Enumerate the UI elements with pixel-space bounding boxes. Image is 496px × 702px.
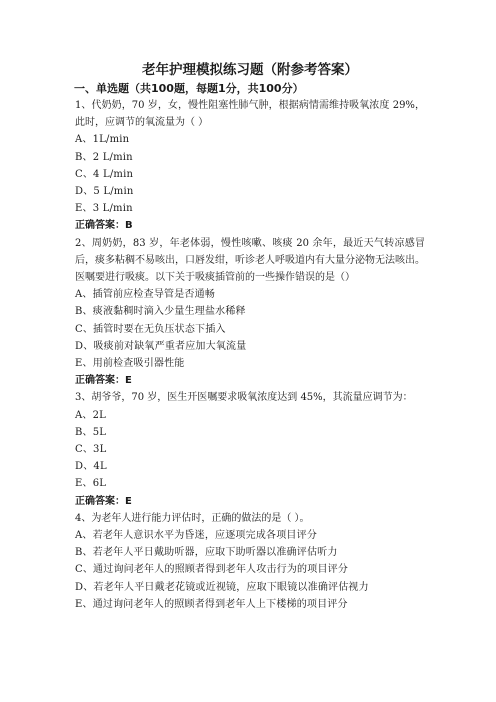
option-a: A、若老年人意识水平为昏迷，应逐项完成各项目评分	[75, 530, 318, 542]
correct-answer: 正确答案：E	[75, 375, 132, 387]
option-a: A、1L/min	[75, 134, 130, 146]
option-b: B、5L	[75, 426, 107, 438]
option-a: A、插管前应检查导管是否通畅	[75, 289, 216, 301]
question-4	[75, 510, 425, 613]
option-b: B、若老年人平日戴助听器，应取下助听器以准确评估听力	[75, 547, 338, 559]
question-3	[75, 389, 425, 509]
correct-answer: 正确答案：B	[75, 220, 133, 232]
question-stem: 2、周奶奶，83 岁，年老体弱，慢性咳嗽、咳痰 20 余年，最近天气转凉感冒后，痰多粘稠不易咳出，口唇发绀，听诊老人呼吸道内有大量分泌物无法咳出。医嘱要进行吸痰。以下关于吸痰插管前的一些操作错误的是（）	[75, 237, 425, 284]
option-d: D、若老年人平日戴老花镜或近视镜，应取下眼镜以准确评估视力	[75, 581, 369, 593]
option-e: E、6L	[75, 478, 107, 490]
option-d: D、吸痰前对缺氧严重者应加大氧流量	[75, 340, 247, 352]
option-c: C、通过询问老年人的照顾者得到老年人攻击行为的项目评分	[75, 564, 349, 576]
question-1	[75, 97, 425, 235]
question-2	[75, 235, 425, 390]
document-title: 老年护理模拟练习题（附参考答案）	[142, 62, 358, 78]
option-c: C、3L	[75, 444, 107, 456]
option-e: E、3 L/min	[75, 203, 133, 215]
option-c: C、插管时要在无负压状态下插入	[75, 323, 226, 335]
correct-answer: 正确答案：E	[75, 495, 132, 507]
option-b: B、2 L/min	[75, 151, 133, 163]
section-heading: 一、单选题（共100题，每题1分，共100分）	[74, 82, 304, 95]
option-c: C、4 L/min	[75, 168, 134, 180]
question-stem: 3、胡爷爷，70 岁，医生开医嘱要求吸氧浓度达到 45%，其流量应调节为：	[75, 392, 413, 404]
option-b: B、痰液黏稠时滴入少量生理盐水稀释	[75, 306, 246, 318]
option-e: E、用前检查吸引器性能	[75, 358, 185, 370]
option-e: E、通过询问老年人的照顾者得到老年人上下楼梯的项目评分	[75, 598, 348, 610]
question-stem: 1、代奶奶，70 岁，女，慢性阻塞性肺气肿，根据病情需维持吸氧浓度 29%，此时，应调节的氧流量为（ ）	[75, 100, 425, 129]
option-d: D、5 L/min	[75, 186, 134, 198]
document-page	[75, 62, 425, 613]
question-stem: 4、为老年人进行能力评估时，正确的做法的是（ ）。	[75, 512, 310, 524]
option-a: A、2L	[75, 409, 107, 421]
option-d: D、4L	[75, 461, 107, 473]
